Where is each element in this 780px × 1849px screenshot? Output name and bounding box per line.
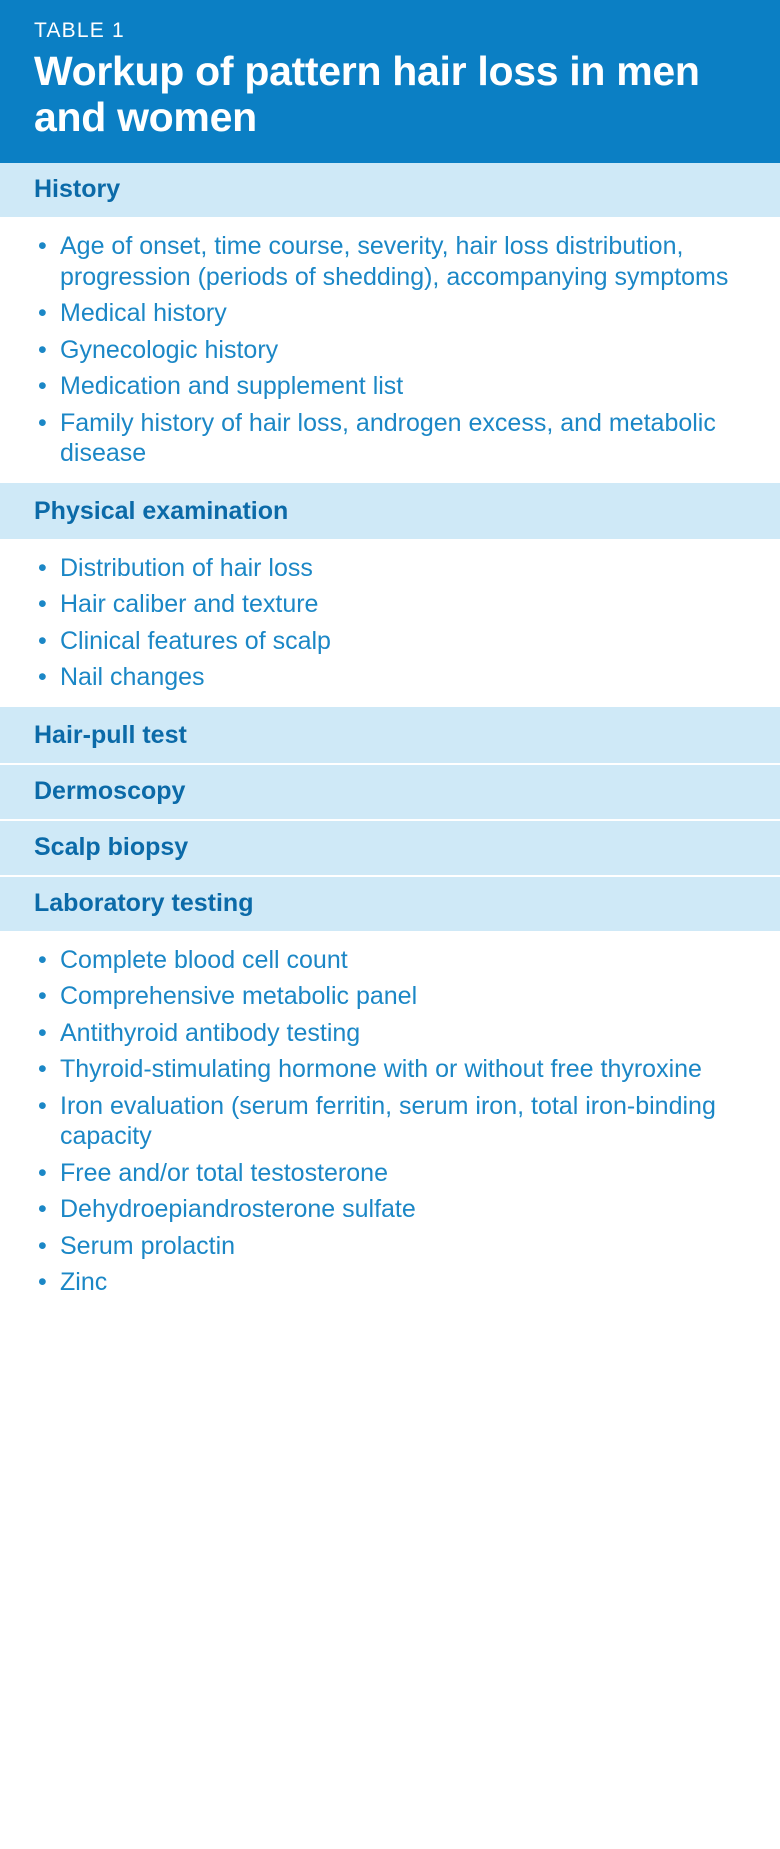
list-item-text: Antithyroid antibody testing	[60, 1018, 361, 1047]
list-item-text: Hair caliber and texture	[60, 590, 319, 618]
list-item-text: Free and/or total testosterone	[60, 1158, 388, 1187]
list-item-text: Serum prolactin	[60, 1231, 236, 1260]
list-item	[34, 981, 746, 1012]
list-item	[34, 371, 746, 402]
list-item-text: Nail changes	[60, 663, 205, 691]
list-item	[34, 626, 746, 657]
bullet-list	[34, 945, 746, 1298]
table-title: Workup of pattern hair loss in men and women	[34, 48, 700, 141]
section-heading: Hair-pull test	[0, 709, 780, 765]
bullet-list	[34, 553, 746, 693]
list-item	[34, 662, 746, 693]
bullet-dot-icon: •	[38, 408, 47, 437]
bullet-dot-icon: •	[38, 553, 47, 582]
section-heading: Dermoscopy	[0, 765, 780, 821]
list-item	[34, 335, 746, 366]
bullet-dot-icon: •	[38, 663, 47, 691]
list-item	[34, 553, 746, 584]
list-item-text: Family history of hair loss, androgen excess, and metabolic disease	[60, 408, 716, 467]
list-item	[34, 945, 746, 976]
bullet-dot-icon: •	[38, 590, 47, 618]
list-item	[34, 589, 746, 620]
list-item	[34, 298, 746, 329]
bullet-dot-icon: •	[38, 1268, 47, 1296]
list-item-text: Comprehensive metabolic panel	[60, 982, 418, 1010]
list-item	[34, 1091, 746, 1152]
section-heading: History	[0, 163, 780, 219]
list-item	[34, 231, 746, 292]
section-body	[0, 933, 780, 1312]
bullet-dot-icon: •	[38, 299, 47, 327]
list-item-text: Age of onset, time course, severity, hair loss distribution, progression (periods of shedding), accompanying symptoms	[60, 232, 729, 291]
bullet-dot-icon: •	[38, 1158, 47, 1187]
bullet-dot-icon: •	[38, 1231, 47, 1260]
table-number-label: TABLE 1	[34, 19, 125, 42]
bullet-dot-icon: •	[38, 1018, 47, 1047]
bullet-dot-icon: •	[38, 335, 47, 364]
bullet-dot-icon: •	[38, 1091, 47, 1120]
list-item-text: Thyroid-stimulating hormone with or without free thyroxine	[60, 1055, 702, 1083]
section-body	[0, 541, 780, 709]
bullet-dot-icon: •	[38, 1195, 47, 1223]
list-item-text: Dehydroepiandrosterone sulfate	[60, 1195, 416, 1223]
list-item-text: Medical history	[60, 299, 227, 327]
bullet-dot-icon: •	[38, 1055, 47, 1083]
section-heading: Scalp biopsy	[0, 821, 780, 877]
list-item	[34, 1018, 746, 1049]
bullet-dot-icon: •	[38, 372, 47, 400]
table-header	[0, 0, 780, 163]
list-item-text: Clinical features of scalp	[60, 626, 331, 655]
section-body	[0, 219, 780, 485]
list-item-text: Medication and supplement list	[60, 372, 404, 400]
list-item	[34, 1194, 746, 1225]
list-item	[34, 408, 746, 469]
list-item	[34, 1231, 746, 1262]
list-item	[34, 1054, 746, 1085]
list-item-text: Zinc	[60, 1268, 108, 1296]
list-item-text: Iron evaluation (serum ferritin, serum iron, total iron-binding capacity	[60, 1091, 716, 1150]
table-sections	[0, 163, 780, 1312]
bullet-dot-icon: •	[38, 232, 47, 260]
bullet-list	[34, 231, 746, 469]
bullet-dot-icon: •	[38, 945, 47, 974]
list-item	[34, 1267, 746, 1298]
bullet-dot-icon: •	[38, 626, 47, 655]
list-item-text: Complete blood cell count	[60, 945, 348, 974]
list-item-text: Gynecologic history	[60, 335, 279, 364]
section-heading: Laboratory testing	[0, 877, 780, 933]
list-item	[34, 1158, 746, 1189]
bullet-dot-icon: •	[38, 982, 47, 1010]
list-item-text: Distribution of hair loss	[60, 553, 313, 582]
section-heading: Physical examination	[0, 485, 780, 541]
